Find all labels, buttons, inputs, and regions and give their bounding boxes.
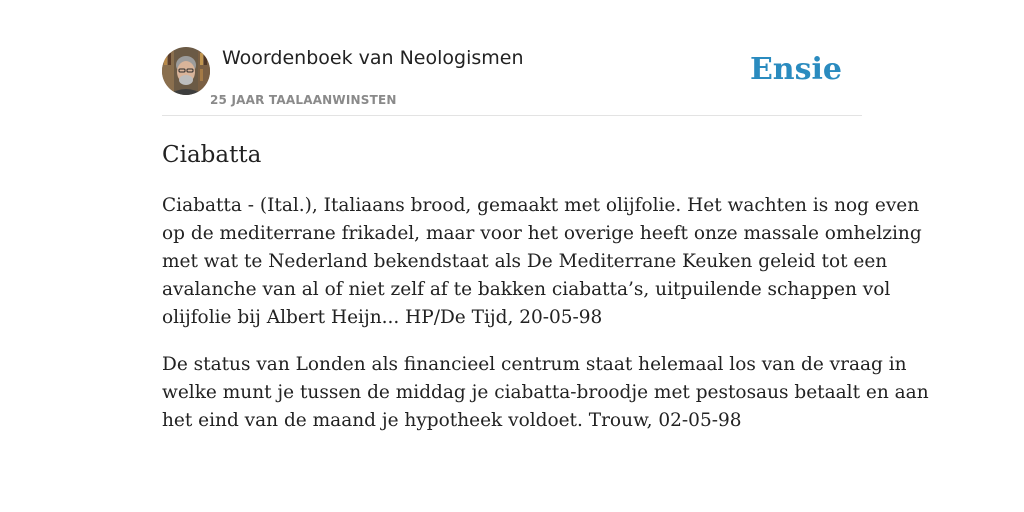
text-line: op de mediterrane frikadel, maar voor het overige heeft onze massale omhelzing bbox=[162, 223, 922, 244]
author-portrait-icon bbox=[162, 47, 210, 95]
ensie-logo[interactable]: Ensie bbox=[749, 52, 842, 87]
text-line: De status van Londen als financieel centrum staat helemaal los van de vraag in bbox=[162, 354, 907, 375]
blog-name[interactable]: Woordenboek van Neologismen bbox=[222, 47, 524, 69]
blog-tagline: 25 JAAR TAALAANWINSTEN bbox=[210, 93, 397, 107]
header-divider bbox=[162, 115, 862, 116]
text-line: welke munt je tussen de middag je ciabatta-broodje met pestosaus betaalt en aan bbox=[162, 382, 929, 403]
text-line: avalanche van al of niet zelf af te bakken ciabatta’s, uitpuilende schappen vol bbox=[162, 279, 891, 300]
entry-title: Ciabatta bbox=[162, 142, 262, 168]
site-header bbox=[162, 46, 862, 116]
text-line: met wat te Nederland bekendstaat als De Mediterrane Keuken geleid tot een bbox=[162, 251, 888, 272]
text-line: het eind van de maand je hypotheek voldoet. Trouw, 02-05-98 bbox=[162, 410, 742, 431]
entry-paragraph bbox=[162, 192, 922, 332]
author-avatar[interactable] bbox=[162, 47, 210, 95]
entry-paragraph bbox=[162, 351, 929, 435]
text-line: Ciabatta - (Ital.), Italiaans brood, gemaakt met olijfolie. Het wachten is nog even bbox=[162, 195, 920, 216]
entry-body bbox=[162, 192, 929, 454]
text-line: olijfolie bij Albert Heijn... HP/De Tijd, 20-05-98 bbox=[162, 307, 603, 328]
